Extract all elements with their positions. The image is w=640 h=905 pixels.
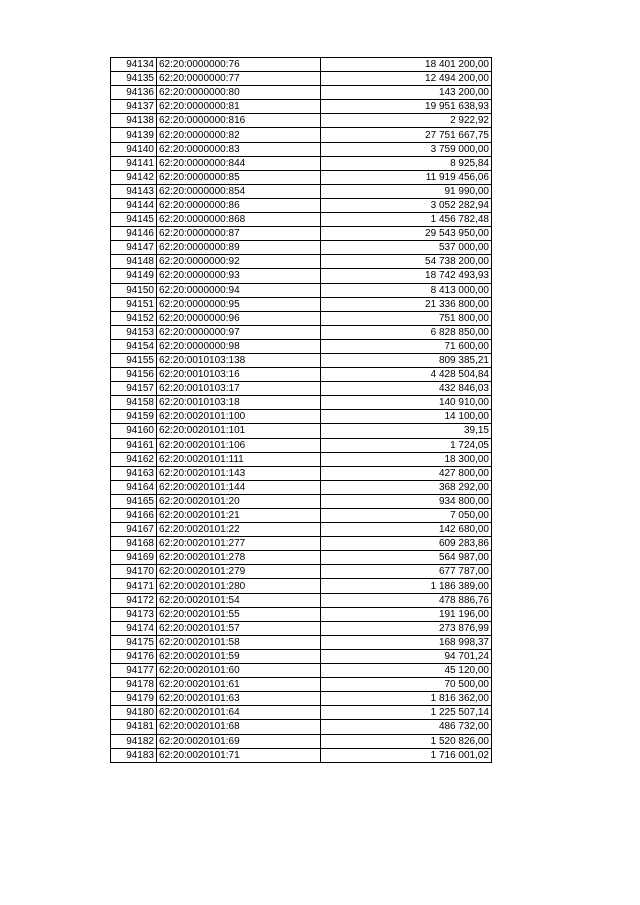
table-row xyxy=(111,156,492,170)
table-row xyxy=(111,537,492,551)
cadastral-number-cell: 62:20:0000000:89 xyxy=(157,241,321,255)
row-number-cell: 94181 xyxy=(111,720,157,734)
cadastral-number-cell: 62:20:0000000:85 xyxy=(157,170,321,184)
cadastral-number-cell: 62:20:0020101:55 xyxy=(157,607,321,621)
table-row xyxy=(111,283,492,297)
table-row xyxy=(111,227,492,241)
row-number-cell: 94140 xyxy=(111,142,157,156)
cadastral-number-cell: 62:20:0020101:143 xyxy=(157,466,321,480)
table-row xyxy=(111,297,492,311)
row-number-cell: 94134 xyxy=(111,58,157,72)
cadastral-value-cell: 478 886,76 xyxy=(321,593,492,607)
cadastral-value-cell: 809 385,21 xyxy=(321,353,492,367)
cadastral-number-cell: 62:20:0000000:86 xyxy=(157,198,321,212)
table-row xyxy=(111,734,492,748)
cadastral-value-cell: 142 680,00 xyxy=(321,523,492,537)
cadastral-number-cell: 62:20:0000000:868 xyxy=(157,213,321,227)
row-number-cell: 94172 xyxy=(111,593,157,607)
cadastral-value-cell: 143 200,00 xyxy=(321,86,492,100)
cadastral-number-cell: 62:20:0000000:82 xyxy=(157,128,321,142)
cadastral-value-cell: 27 751 667,75 xyxy=(321,128,492,142)
cadastral-value-cell: 12 494 200,00 xyxy=(321,72,492,86)
cadastral-number-cell: 62:20:0020101:106 xyxy=(157,438,321,452)
row-number-cell: 94143 xyxy=(111,184,157,198)
cadastral-number-cell: 62:20:0020101:111 xyxy=(157,452,321,466)
cadastral-number-cell: 62:20:0000000:83 xyxy=(157,142,321,156)
table-row xyxy=(111,523,492,537)
table-row xyxy=(111,635,492,649)
cadastral-value-cell: 18 742 493,93 xyxy=(321,269,492,283)
cadastral-value-cell: 1 456 782,48 xyxy=(321,213,492,227)
table-row xyxy=(111,114,492,128)
table-row xyxy=(111,621,492,635)
table-row xyxy=(111,198,492,212)
table-row xyxy=(111,692,492,706)
row-number-cell: 94183 xyxy=(111,748,157,762)
cadastral-value-cell: 14 100,00 xyxy=(321,410,492,424)
cadastral-value-cell: 6 828 850,00 xyxy=(321,325,492,339)
cadastral-value-cell: 3 759 000,00 xyxy=(321,142,492,156)
cadastral-number-cell: 62:20:0020101:100 xyxy=(157,410,321,424)
table-row xyxy=(111,213,492,227)
table-row xyxy=(111,649,492,663)
cadastral-number-cell: 62:20:0020101:64 xyxy=(157,706,321,720)
cadastral-number-cell: 62:20:0020101:21 xyxy=(157,509,321,523)
table-row xyxy=(111,706,492,720)
cadastral-number-cell: 62:20:0000000:92 xyxy=(157,255,321,269)
table-row xyxy=(111,720,492,734)
table-row xyxy=(111,170,492,184)
cadastral-value-cell: 18 300,00 xyxy=(321,452,492,466)
row-number-cell: 94162 xyxy=(111,452,157,466)
row-number-cell: 94141 xyxy=(111,156,157,170)
cadastral-value-cell: 677 787,00 xyxy=(321,565,492,579)
row-number-cell: 94152 xyxy=(111,311,157,325)
table-row xyxy=(111,128,492,142)
cadastral-number-cell: 62:20:0000000:97 xyxy=(157,325,321,339)
row-number-cell: 94149 xyxy=(111,269,157,283)
table-body xyxy=(111,58,492,763)
cadastral-value-cell: 70 500,00 xyxy=(321,678,492,692)
cadastral-value-cell: 8 413 000,00 xyxy=(321,283,492,297)
cadastral-value-cell: 368 292,00 xyxy=(321,480,492,494)
cadastral-number-cell: 62:20:0020101:280 xyxy=(157,579,321,593)
cadastral-number-cell: 62:20:0000000:96 xyxy=(157,311,321,325)
cadastral-value-cell: 71 600,00 xyxy=(321,339,492,353)
cadastral-value-cell: 751 800,00 xyxy=(321,311,492,325)
table-row xyxy=(111,607,492,621)
table-row xyxy=(111,551,492,565)
row-number-cell: 94145 xyxy=(111,213,157,227)
cadastral-value-cell: 18 401 200,00 xyxy=(321,58,492,72)
table-row xyxy=(111,353,492,367)
row-number-cell: 94164 xyxy=(111,480,157,494)
cadastral-value-cell: 39,15 xyxy=(321,424,492,438)
row-number-cell: 94135 xyxy=(111,72,157,86)
table-row xyxy=(111,480,492,494)
table-row xyxy=(111,509,492,523)
row-number-cell: 94148 xyxy=(111,255,157,269)
table-row xyxy=(111,325,492,339)
row-number-cell: 94178 xyxy=(111,678,157,692)
cadastral-number-cell: 62:20:0020101:58 xyxy=(157,635,321,649)
table-row xyxy=(111,396,492,410)
cadastral-value-cell: 934 800,00 xyxy=(321,494,492,508)
cadastral-number-cell: 62:20:0000000:77 xyxy=(157,72,321,86)
cadastral-number-cell: 62:20:0020101:144 xyxy=(157,480,321,494)
row-number-cell: 94155 xyxy=(111,353,157,367)
row-number-cell: 94151 xyxy=(111,297,157,311)
cadastral-number-cell: 62:20:0000000:95 xyxy=(157,297,321,311)
cadastral-number-cell: 62:20:0020101:71 xyxy=(157,748,321,762)
table-row xyxy=(111,466,492,480)
cadastral-number-cell: 62:20:0000000:816 xyxy=(157,114,321,128)
cadastral-value-cell: 91 990,00 xyxy=(321,184,492,198)
row-number-cell: 94169 xyxy=(111,551,157,565)
row-number-cell: 94142 xyxy=(111,170,157,184)
cadastral-number-cell: 62:20:0020101:59 xyxy=(157,649,321,663)
row-number-cell: 94180 xyxy=(111,706,157,720)
table-row xyxy=(111,368,492,382)
cadastral-number-cell: 62:20:0020101:68 xyxy=(157,720,321,734)
row-number-cell: 94167 xyxy=(111,523,157,537)
cadastral-value-cell: 45 120,00 xyxy=(321,664,492,678)
row-number-cell: 94179 xyxy=(111,692,157,706)
row-number-cell: 94176 xyxy=(111,649,157,663)
cadastral-value-cell: 168 998,37 xyxy=(321,635,492,649)
table-row xyxy=(111,184,492,198)
cadastral-value-cell: 1 186 389,00 xyxy=(321,579,492,593)
cadastral-value-cell: 564 987,00 xyxy=(321,551,492,565)
cadastral-value-cell: 19 951 638,93 xyxy=(321,100,492,114)
row-number-cell: 94157 xyxy=(111,382,157,396)
cadastral-number-cell: 62:20:0000000:94 xyxy=(157,283,321,297)
table-row xyxy=(111,593,492,607)
cadastral-number-cell: 62:20:0000000:854 xyxy=(157,184,321,198)
cadastral-number-cell: 62:20:0020101:20 xyxy=(157,494,321,508)
row-number-cell: 94174 xyxy=(111,621,157,635)
cadastral-value-cell: 21 336 800,00 xyxy=(321,297,492,311)
table-row xyxy=(111,424,492,438)
cadastral-number-cell: 62:20:0020101:57 xyxy=(157,621,321,635)
table-row xyxy=(111,100,492,114)
cadastral-number-cell: 62:20:0000000:80 xyxy=(157,86,321,100)
table-row xyxy=(111,410,492,424)
row-number-cell: 94154 xyxy=(111,339,157,353)
row-number-cell: 94153 xyxy=(111,325,157,339)
table-row xyxy=(111,678,492,692)
cadastral-number-cell: 62:20:0010103:16 xyxy=(157,368,321,382)
cadastral-value-cell: 4 428 504,84 xyxy=(321,368,492,382)
row-number-cell: 94171 xyxy=(111,579,157,593)
cadastral-value-cell: 432 846,03 xyxy=(321,382,492,396)
table-row xyxy=(111,565,492,579)
cadastral-number-cell: 62:20:0010103:138 xyxy=(157,353,321,367)
table-row xyxy=(111,255,492,269)
row-number-cell: 94147 xyxy=(111,241,157,255)
cadastral-number-cell: 62:20:0000000:93 xyxy=(157,269,321,283)
cadastral-number-cell: 62:20:0020101:63 xyxy=(157,692,321,706)
table-row xyxy=(111,241,492,255)
cadastral-value-cell: 54 738 200,00 xyxy=(321,255,492,269)
table-row xyxy=(111,382,492,396)
row-number-cell: 94138 xyxy=(111,114,157,128)
cadastral-number-cell: 62:20:0020101:61 xyxy=(157,678,321,692)
cadastral-value-cell: 140 910,00 xyxy=(321,396,492,410)
row-number-cell: 94177 xyxy=(111,664,157,678)
cadastral-number-cell: 62:20:0000000:87 xyxy=(157,227,321,241)
cadastral-value-cell: 1 520 826,00 xyxy=(321,734,492,748)
cadastral-value-cell: 29 543 950,00 xyxy=(321,227,492,241)
table-row xyxy=(111,58,492,72)
cadastral-value-table xyxy=(110,57,492,763)
row-number-cell: 94182 xyxy=(111,734,157,748)
table-row xyxy=(111,142,492,156)
cadastral-value-cell: 273 876,99 xyxy=(321,621,492,635)
table-row xyxy=(111,664,492,678)
row-number-cell: 94163 xyxy=(111,466,157,480)
row-number-cell: 94161 xyxy=(111,438,157,452)
table-row xyxy=(111,494,492,508)
cadastral-value-cell: 486 732,00 xyxy=(321,720,492,734)
row-number-cell: 94173 xyxy=(111,607,157,621)
cadastral-number-cell: 62:20:0010103:17 xyxy=(157,382,321,396)
row-number-cell: 94139 xyxy=(111,128,157,142)
table-row xyxy=(111,579,492,593)
row-number-cell: 94150 xyxy=(111,283,157,297)
row-number-cell: 94175 xyxy=(111,635,157,649)
cadastral-value-cell: 427 800,00 xyxy=(321,466,492,480)
cadastral-number-cell: 62:20:0020101:278 xyxy=(157,551,321,565)
cadastral-value-cell: 1 724,05 xyxy=(321,438,492,452)
cadastral-number-cell: 62:20:0000000:98 xyxy=(157,339,321,353)
cadastral-value-cell: 11 919 456,06 xyxy=(321,170,492,184)
row-number-cell: 94146 xyxy=(111,227,157,241)
cadastral-number-cell: 62:20:0020101:22 xyxy=(157,523,321,537)
row-number-cell: 94166 xyxy=(111,509,157,523)
cadastral-value-cell: 3 052 282,94 xyxy=(321,198,492,212)
cadastral-value-cell: 94 701,24 xyxy=(321,649,492,663)
row-number-cell: 94158 xyxy=(111,396,157,410)
table-row xyxy=(111,452,492,466)
cadastral-value-cell: 1 816 362,00 xyxy=(321,692,492,706)
cadastral-number-cell: 62:20:0020101:54 xyxy=(157,593,321,607)
cadastral-value-cell: 7 050,00 xyxy=(321,509,492,523)
row-number-cell: 94137 xyxy=(111,100,157,114)
table-row xyxy=(111,269,492,283)
row-number-cell: 94165 xyxy=(111,494,157,508)
cadastral-value-cell: 609 283,86 xyxy=(321,537,492,551)
table-row xyxy=(111,311,492,325)
cadastral-number-cell: 62:20:0000000:81 xyxy=(157,100,321,114)
table-row xyxy=(111,86,492,100)
row-number-cell: 94159 xyxy=(111,410,157,424)
cadastral-number-cell: 62:20:0000000:844 xyxy=(157,156,321,170)
cadastral-number-cell: 62:20:0020101:277 xyxy=(157,537,321,551)
row-number-cell: 94136 xyxy=(111,86,157,100)
row-number-cell: 94144 xyxy=(111,198,157,212)
table-row xyxy=(111,339,492,353)
row-number-cell: 94170 xyxy=(111,565,157,579)
cadastral-number-cell: 62:20:0000000:76 xyxy=(157,58,321,72)
cadastral-value-cell: 191 196,00 xyxy=(321,607,492,621)
table-row xyxy=(111,748,492,762)
cadastral-value-cell: 1 225 507,14 xyxy=(321,706,492,720)
cadastral-value-cell: 8 925,84 xyxy=(321,156,492,170)
row-number-cell: 94160 xyxy=(111,424,157,438)
cadastral-number-cell: 62:20:0020101:279 xyxy=(157,565,321,579)
cadastral-value-cell: 1 716 001,02 xyxy=(321,748,492,762)
cadastral-number-cell: 62:20:0010103:18 xyxy=(157,396,321,410)
row-number-cell: 94156 xyxy=(111,368,157,382)
cadastral-number-cell: 62:20:0020101:101 xyxy=(157,424,321,438)
cadastral-number-cell: 62:20:0020101:69 xyxy=(157,734,321,748)
cadastral-value-cell: 537 000,00 xyxy=(321,241,492,255)
row-number-cell: 94168 xyxy=(111,537,157,551)
table-row xyxy=(111,72,492,86)
cadastral-number-cell: 62:20:0020101:60 xyxy=(157,664,321,678)
cadastral-value-cell: 2 922,92 xyxy=(321,114,492,128)
table-row xyxy=(111,438,492,452)
